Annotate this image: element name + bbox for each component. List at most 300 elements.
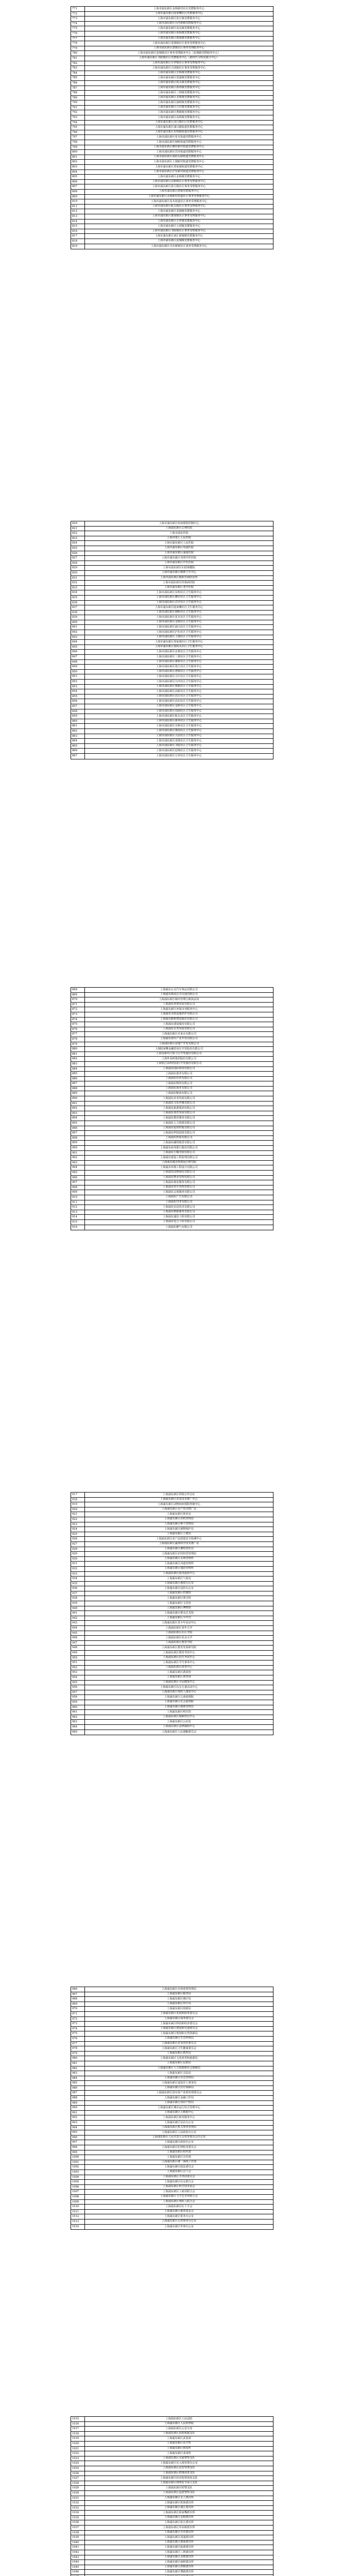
row-name: 上海浦东新区生态环境局: [164, 2037, 194, 2040]
row-name: 上海浦东新区医疗保障局: [164, 2086, 194, 2090]
row-number: 967: [71, 1992, 85, 1997]
row-name: 上海浦东新区自来水有限公司: [161, 1032, 197, 1036]
table-row: [71, 749, 273, 754]
row-name: 上海市浦东新区三林社区卫生服务中心: [156, 655, 202, 658]
row-name: 上海浦东商业银行股份有限公司: [160, 1146, 198, 1149]
row-number: 829: [71, 566, 85, 570]
row-name: 上海浦东环境发展有限公司: [163, 1003, 195, 1006]
row-number: 867: [71, 754, 85, 759]
row-name: 上海浦东小额贷款有限公司: [163, 1151, 195, 1155]
row-name: 上海浦东新区网络安全保卫支队: [160, 2481, 198, 2485]
row-name: 上海浦东新区民防办公室: [164, 1586, 194, 1590]
row-number: 977: [71, 2042, 85, 2046]
row-number: 771: [71, 7, 85, 11]
row-name: 上海浦东新区人民代表大会常务委员会办公室: [152, 2136, 206, 2139]
row-number: 844: [71, 640, 85, 645]
row-number: 884: [71, 1067, 85, 1072]
row-name: 上海浦东人力资源有限公司: [163, 1121, 195, 1125]
row-number: 936: [71, 1586, 85, 1591]
row-number: 899: [71, 1141, 85, 1145]
row-name: 上海市浦东新区高东社区卫生服务中心: [156, 699, 202, 703]
row-number: 822: [71, 531, 85, 536]
row-number: 894: [71, 1116, 85, 1121]
row-number: 838: [71, 611, 85, 615]
row-name: 上海市浦东新区南汇新城镇党群服务中心: [155, 234, 203, 238]
row-number: 813: [71, 214, 85, 219]
row-number: 976: [71, 2037, 85, 2041]
row-name: 上海市浦东新区张江镇党群服务中心: [157, 16, 200, 20]
row-name: 上海浦东新区救助管理站: [164, 1705, 194, 1709]
row-number: 1046: [71, 2570, 85, 2574]
row-number: 930: [71, 1557, 85, 1562]
row-name: 上海市浦东新区泥城社区卫生服务中心: [156, 749, 202, 752]
row-name: 上海浦东农业发展有限公司: [163, 1096, 195, 1100]
row-number: 893: [71, 1111, 85, 1116]
row-name: 上海浦东体育发展有限公司: [163, 1111, 195, 1115]
row-number: 796: [71, 130, 85, 135]
row-name: 上海市浦东新区康桥镇党群服务中心: [157, 100, 200, 104]
row-number: 886: [71, 1077, 85, 1081]
row-name: 上海浦东新区环保市容服务中心: [160, 1007, 198, 1011]
row-number: 1043: [71, 2555, 85, 2560]
row-name: 上海浦东新区植物保护站: [164, 1527, 194, 1531]
row-name: 上海市浦东新区南码头路街道党群服务中心: [153, 155, 204, 159]
row-name: 上海市浦东新区万祥社区卫生服务中心: [156, 754, 202, 757]
row-number: 937: [71, 1591, 85, 1596]
row-number: 998: [71, 2145, 85, 2150]
row-name: 上海市浦东新区航头社区卫生服务中心: [156, 714, 202, 718]
row-number: 808: [71, 190, 85, 194]
row-name: 上海市浦东新区浦南医院: [164, 551, 194, 555]
row-number: 1025: [71, 2466, 85, 2471]
row-name: 上海外高桥集团股份有限公司: [161, 1057, 197, 1060]
row-number: 887: [71, 1081, 85, 1086]
list-table: [71, 521, 273, 759]
row-number: 836: [71, 601, 85, 605]
row-number: 846: [71, 650, 85, 654]
row-number: 1036: [71, 2520, 85, 2525]
row-number: 999: [71, 2150, 85, 2155]
row-name: 上海浦东新区川沙派出所: [164, 2531, 194, 2534]
row-name: 上海浦东新区台湾事务办公室: [161, 2219, 197, 2223]
row-number: 1014: [71, 2225, 85, 2230]
row-name: 上海市浦东新区塘桥社区卫生服务中心: [156, 611, 202, 614]
row-number: 981: [71, 2061, 85, 2066]
row-name: 上海市浦东新区曹路社区卫生服务中心: [156, 685, 202, 688]
row-number: 1001: [71, 2160, 85, 2165]
row-name: 上海市浦东新区高桥镇党群服务中心: [157, 115, 200, 119]
table-row: [71, 239, 273, 244]
row-name: 上海市浦东新区老港镇社区事务受理服务中心: [152, 41, 206, 45]
row-number: 1020: [71, 2442, 85, 2446]
row-name: 上海市浦东新区三林镇党群服务中心: [157, 91, 200, 94]
row-name: 上海浦东旅游集团有限公司: [163, 1106, 195, 1110]
row-name: 上海浦东新区戒毒所: [167, 2451, 191, 2455]
row-number: 888: [71, 1087, 85, 1091]
row-number: 1010: [71, 2205, 85, 2209]
row-name: 上海市浦东新区塘桥街道党群服务中心: [156, 140, 202, 144]
row-name: 上海浦东新区残疾人联合会: [163, 2200, 195, 2204]
row-number: 807: [71, 184, 85, 189]
row-number: 946: [71, 1636, 85, 1640]
row-number: 1032: [71, 2501, 85, 2505]
row-number: 1028: [71, 2481, 85, 2486]
row-name: 上海浦东公交汽车客运有限公司: [160, 988, 198, 991]
row-name: 上海浦东路桥建设股份有限公司: [160, 1018, 198, 1021]
row-number: 792: [71, 110, 85, 115]
row-name: 上海浦东医药有限公司: [165, 1077, 193, 1080]
row-number: 956: [71, 1685, 85, 1690]
row-number: 879: [71, 1042, 85, 1047]
row-number: 988: [71, 2096, 85, 2100]
row-name: 上海市浦东新区浦兴社区卫生服务中心: [156, 625, 202, 629]
row-number: 992: [71, 2115, 85, 2120]
row-name: 上海浦东新区惠南派出所: [164, 2540, 194, 2544]
row-number: 962: [71, 1715, 85, 1720]
row-name: 上海浦东新区青少年活动中心: [161, 1621, 197, 1624]
row-name: 上海浦东新区文学艺术界联合会: [160, 2195, 198, 2198]
row-name: 上海市浦东新区泥城镇社区事务受理服务中心（泥城镇党群服务中心）: [138, 51, 220, 55]
row-number: 898: [71, 1136, 85, 1141]
row-name: 上海浦东新区国有资产监督管理委员会: [156, 2091, 202, 2094]
row-number: 824: [71, 541, 85, 546]
table-row: [71, 2225, 273, 2230]
row-number: 1018: [71, 2432, 85, 2436]
row-number: 839: [71, 615, 85, 620]
row-name: 上海市浦东新区祝桥镇党群服务中心: [157, 31, 200, 35]
row-number: 989: [71, 2101, 85, 2106]
row-name: 上海浦东信息技术有限公司: [163, 1205, 195, 1209]
row-name: 上海浦东新区招生考试中心: [163, 1656, 195, 1659]
row-number: 825: [71, 546, 85, 551]
row-number: 818: [71, 239, 85, 244]
row-number: 810: [71, 199, 85, 204]
row-number: 1015: [71, 2417, 85, 2421]
row-number: 919: [71, 1502, 85, 1507]
row-name: 上海浦东建设工程监理有限公司: [160, 1156, 198, 1159]
row-name: 上海浦东新区拘留所: [167, 2447, 191, 2450]
row-name: 上海浦东新区退役军人事务局: [161, 2081, 197, 2084]
row-name: 上海浦东新区少年宫: [167, 1616, 191, 1620]
row-name: 上海浦东新区图书馆: [167, 1596, 191, 1600]
row-name: 上海市浦东新区航头镇党群服务中心: [157, 81, 200, 84]
row-number: 871: [71, 1003, 85, 1007]
row-name: 上海浦东新区陆家嘴派出所: [163, 2511, 195, 2514]
row-number: 925: [71, 1532, 85, 1537]
row-name: 上海市浦东新区新场社区卫生服务中心: [156, 719, 202, 723]
row-number: 877: [71, 1032, 85, 1037]
row-number: 1026: [71, 2471, 85, 2476]
row-number: 970: [71, 2007, 85, 2011]
row-number: 848: [71, 660, 85, 665]
row-name: 上海浦东新区公安分局: [165, 2427, 193, 2430]
row-name: 上海浦东现代产业开发有限公司: [160, 1037, 198, 1041]
row-name: 上海浦东投资控股有限公司: [163, 1126, 195, 1130]
row-number: 923: [71, 1522, 85, 1527]
row-name: 上海市浦东新区陆家嘴社区卫生服务中心: [155, 605, 203, 609]
row-name: 上海浦东印务有限公司: [165, 1200, 193, 1204]
row-name: 上海浦东新区社会福利院: [164, 1700, 194, 1704]
row-number: 939: [71, 1601, 85, 1606]
row-number: 940: [71, 1606, 85, 1611]
row-number: 785: [71, 76, 85, 80]
row-name: 上海市浦东新区周浦医院: [164, 546, 194, 550]
row-number: 896: [71, 1126, 85, 1131]
row-number: 845: [71, 645, 85, 650]
row-number: 972: [71, 2017, 85, 2022]
row-name: 上海浦东新区卫生健康委员会: [161, 2046, 197, 2050]
row-name: 上海市浦东新区康桥社区卫生服务中心: [156, 660, 202, 664]
row-number: 960: [71, 1705, 85, 1710]
row-number: 1011: [71, 2210, 85, 2214]
row-name: 上海市浦东新区人民医院: [164, 541, 194, 545]
table-row: [71, 754, 273, 759]
row-number: 817: [71, 234, 85, 239]
row-number: 1040: [71, 2540, 85, 2545]
row-number: 773: [71, 16, 85, 21]
row-name: 上海浦东新区三林派出所: [164, 2550, 194, 2554]
row-number: 784: [71, 71, 85, 76]
row-name: 上海浦东会展服务有限公司: [163, 1190, 195, 1194]
row-name: 上海浦东新区交通警察支队: [163, 2456, 195, 2460]
row-number: 916: [71, 1225, 85, 1230]
row-name: 上海浦东新区公利医院: [165, 527, 193, 530]
row-number: 782: [71, 61, 85, 66]
row-number: 984: [71, 2076, 85, 2081]
row-name: 上海浦东园林绿化有限公司: [163, 1171, 195, 1174]
row-name: 上海浦东新区水利管理所: [164, 1557, 194, 1561]
row-name: 上海市浦东新区洋泾社区卫生服务中心: [156, 601, 202, 604]
row-number: 924: [71, 1527, 85, 1532]
row-name: 上海浦东新区动物疫病预防控制中心: [157, 1502, 200, 1506]
row-number: 932: [71, 1567, 85, 1571]
row-number: 852: [71, 680, 85, 684]
row-name: 上海市浦东新区惠南镇社区事务受理服务中心: [152, 214, 206, 218]
row-name: 上海浦东新区消防救援支队: [163, 2432, 195, 2435]
row-name: 上海浦东新区妇女儿童活动中心: [160, 1685, 198, 1689]
row-name: 上海浦东新区金桥派出所: [164, 2516, 194, 2519]
row-name: 上海浦东新区教育发展研究院: [161, 1646, 197, 1649]
row-name: 上海浦东国际机场有限公司: [163, 1067, 195, 1070]
row-name: 上海浦东停车管理有限公司: [163, 1185, 195, 1189]
row-number: 964: [71, 1725, 85, 1730]
row-number: 975: [71, 2031, 85, 2036]
row-number: 775: [71, 26, 85, 31]
row-name: 上海浦东新区婚姻登记中心: [163, 1715, 195, 1719]
row-number: 870: [71, 997, 85, 1002]
row-number: 987: [71, 2091, 85, 2095]
row-number: 783: [71, 66, 85, 71]
row-name: 上海浦东物业管理有限公司: [163, 1176, 195, 1179]
row-number: 1002: [71, 2165, 85, 2170]
row-name: 上海浦东新区政务服务中心: [163, 2115, 195, 2119]
row-number: 815: [71, 224, 85, 229]
row-number: 777: [71, 37, 85, 41]
row-name: 上海市浦东新区金杨社区卫生服务中心: [156, 620, 202, 624]
row-name: 上海浦东新区机关事务管理局: [161, 2126, 197, 2129]
row-name: 上海市浦东新区中医医院: [164, 561, 194, 565]
row-name: 上海浦东新区房地产开发有限公司: [159, 1042, 199, 1046]
row-number: 945: [71, 1631, 85, 1636]
row-number: 789: [71, 96, 85, 100]
row-number: 834: [71, 590, 85, 595]
row-number: 819: [71, 244, 85, 249]
row-name: 上海浦东新区应急管理局: [164, 2076, 194, 2080]
row-number: 913: [71, 1210, 85, 1215]
row-number: 935: [71, 1582, 85, 1586]
row-number: 996: [71, 2136, 85, 2140]
row-number: 968: [71, 1997, 85, 2002]
row-name: 上海市浦东新区书院社区卫生服务中心: [156, 744, 202, 748]
row-name: 上海浦东新区出入境管理办公室: [160, 2461, 198, 2465]
row-number: 926: [71, 1537, 85, 1541]
row-name: 上海浦东新区港区派出所: [164, 2506, 194, 2510]
row-number: 862: [71, 729, 85, 734]
table-row: [71, 1225, 273, 1230]
row-number: 858: [71, 709, 85, 714]
row-number: 957: [71, 1690, 85, 1695]
row-name: 上海张江高科技园区开发股份有限公司: [156, 1062, 202, 1065]
row-number: 902: [71, 1156, 85, 1160]
row-number: 772: [71, 12, 85, 16]
row-number: 790: [71, 100, 85, 105]
row-number: 816: [71, 229, 85, 234]
row-number: 1044: [71, 2560, 85, 2565]
row-number: 861: [71, 724, 85, 728]
row-name: 上海市浦东新区东明路街道党群服务中心: [155, 130, 203, 134]
row-name: 上海市浦东新区宣桥镇党群服务中心: [157, 71, 200, 75]
row-name: 上海市浦东新区精神卫生中心: [161, 571, 197, 574]
row-name: 上海浦东新区刑事侦查支队: [163, 2471, 195, 2475]
row-name: 上海浦东新区大数据中心: [164, 2111, 194, 2114]
row-name: 上海浦东科技投资有限公司: [163, 1131, 195, 1134]
row-name: 上海市第七人民医院: [167, 536, 191, 540]
row-number: 979: [71, 2052, 85, 2056]
row-name: 上海浦东新区林业站: [167, 1512, 191, 1516]
row-name: 上海浦东新区文化馆: [167, 1601, 191, 1605]
row-number: 779: [71, 46, 85, 51]
row-name: 上海市浦东新区大团社区卫生服务中心: [156, 734, 202, 738]
row-name: 上海浦东教育服务有限公司: [163, 1116, 195, 1120]
row-number: 907: [71, 1180, 85, 1185]
row-name: 上海市浦东新区周家渡街道党群服务中心: [155, 165, 203, 168]
row-number: 941: [71, 1611, 85, 1616]
row-number: 797: [71, 135, 85, 140]
row-name: 上海浦东新区商务委员会: [164, 2017, 194, 2021]
row-number: 891: [71, 1101, 85, 1106]
row-number: 991: [71, 2111, 85, 2115]
row-number: 900: [71, 1146, 85, 1150]
row-number: 795: [71, 125, 85, 130]
row-name: 上海浦东通信工程有限公司: [163, 1215, 195, 1218]
row-name: 上海浦东新区机场派出所: [164, 2501, 194, 2504]
row-name: 上海浦东新区堤防管理所: [164, 1567, 194, 1570]
row-number: 904: [71, 1165, 85, 1170]
row-number: 814: [71, 219, 85, 224]
row-number: 793: [71, 115, 85, 120]
list-table: [71, 6, 273, 249]
row-number: 786: [71, 81, 85, 86]
row-number: 917: [71, 1493, 85, 1497]
row-number: 869: [71, 993, 85, 997]
row-number: 1034: [71, 2511, 85, 2515]
row-name: 上海市浦东新区沪东新村街道党群服务中心: [153, 170, 204, 174]
row-number: 802: [71, 160, 85, 164]
list-table: [71, 1987, 273, 2230]
row-number: 971: [71, 2012, 85, 2016]
row-name: 上海浦东新区供销合作总社: [163, 1493, 195, 1496]
row-name: 上海浦东新区外高桥派出所: [163, 2526, 195, 2529]
row-name: 上海浦东新区临港派出所: [164, 2545, 194, 2549]
row-number: 892: [71, 1106, 85, 1111]
row-number: 841: [71, 625, 85, 630]
row-number: 1021: [71, 2447, 85, 2451]
row-number: 906: [71, 1176, 85, 1180]
row-name: 上海市浦东新区疾病预防控制中心: [159, 521, 199, 525]
row-name: 上海市浦东新区上钢社区卫生服务中心: [156, 635, 202, 639]
row-number: 943: [71, 1621, 85, 1625]
row-name: 上海浦东新区防汛抢险中心: [163, 1572, 195, 1575]
row-name: 上海市浦东新区新场镇党群服务中心: [157, 86, 200, 89]
row-name: 上海市浦东新区高桥社区卫生服务中心: [156, 689, 202, 693]
row-number: 868: [71, 988, 85, 992]
row-number: 933: [71, 1572, 85, 1577]
row-name: 上海市浦东新区唐镇党群服务中心: [159, 190, 199, 193]
row-name: 上海浦东新区农业技术推广中心: [160, 1498, 198, 1501]
row-name: 上海市浦东新区北蔡镇党群服务中心: [157, 96, 200, 99]
row-name: 上海浦东新区唐镇派出所: [164, 2565, 194, 2569]
row-name: 上海浦东新区妇女联合会: [164, 2180, 194, 2183]
row-name: 上海市浦东新区浦兴路街道党群服务中心: [155, 125, 203, 129]
row-name: 上海市浦东新区书院镇社区党群服务中心（新时代文明实践分中心）: [139, 56, 219, 60]
row-number: 853: [71, 685, 85, 689]
row-name: 上海浦东新区教育学院: [165, 1641, 193, 1645]
row-name: 上海浦东新区司法局: [167, 2071, 191, 2075]
row-number: 857: [71, 704, 85, 709]
row-name: 上海市浦东新区合庆社区卫生服务中心: [156, 674, 202, 678]
row-number: 982: [71, 2066, 85, 2071]
row-number: 995: [71, 2130, 85, 2135]
row-number: 931: [71, 1562, 85, 1566]
row-name: 上海浦东新区残疾人康复中心: [161, 1690, 197, 1694]
row-name: 上海浦东港务有限公司: [165, 1072, 193, 1075]
row-name: 上海市浦东新区老年医院: [164, 586, 194, 589]
row-name: 上海市浦东新区传染病医院: [163, 581, 195, 584]
row-number: 864: [71, 739, 85, 743]
table-row: [71, 244, 273, 249]
row-name: 上海市浦东新区大团镇党群服务中心: [157, 224, 200, 228]
row-number: 903: [71, 1161, 85, 1165]
row-number: 929: [71, 1552, 85, 1556]
row-name: 上海市浦东新区花木社区卫生服务中心: [156, 615, 202, 619]
row-number: 1039: [71, 2535, 85, 2540]
row-number: 963: [71, 1720, 85, 1724]
row-number: 860: [71, 719, 85, 724]
row-name: 上海市浦东新区唐镇社区事务受理服务中心: [153, 46, 204, 50]
row-name: 上海浦东新区农业农村委员会: [161, 2042, 197, 2045]
row-number: 811: [71, 205, 85, 209]
row-name: 上海市浦东新区南码头社区卫生服务中心: [155, 645, 203, 649]
row-number: 990: [71, 2106, 85, 2110]
list-table: [71, 2416, 273, 2576]
row-number: 826: [71, 551, 85, 556]
row-name: 上海浦东数据服务有限公司: [163, 1210, 195, 1214]
row-name: 上海浦东新区慈善基金会: [164, 2210, 194, 2213]
row-number: 788: [71, 91, 85, 95]
row-number: 921: [71, 1512, 85, 1517]
row-number: 832: [71, 581, 85, 585]
row-number: 901: [71, 1151, 85, 1156]
